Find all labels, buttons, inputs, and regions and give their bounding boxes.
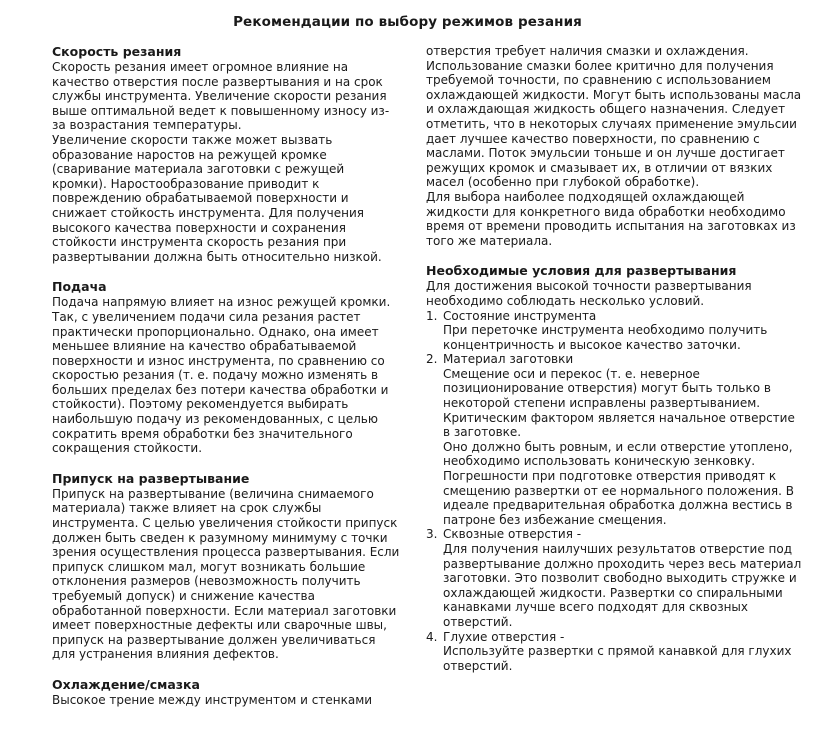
paragraph: отверстия требует наличия смазки и охлаждения. Использование смазки более критично для получения требуемой точности, по сравнению с использованием охлаждающей жидкости. Могут быть использованы масла и охлаждающая жидкость общего назначения. Следует отметить, что в некоторых случаях применение эмульсии дает лучшее качество поверхности, по сравнению с маслами. Поток эмульсии тоньше и он лучше достигает режущих кромок и смазывает их, в отличии от вязких масел (особенно при глубокой обработке). [426, 44, 802, 190]
list-item-body: Смещение оси и перекос (т. е. неверное позиционирование отверстия) могут быть только в некоторой степени исправлены развертыванием. Критическим фактором является начальное отверстие в заготовке. Оно должно быть ровным, и если отверстие утоплено, необходимо использовать коническую зенковку. Погрешности при подготовке отверстия приводят к смещению развертки от ее нормального положения. В идеале предварительная обработка должна вестись в патроне без избежание смещения. [443, 366, 795, 527]
section-heading: Подача [52, 279, 107, 295]
list-item-title: Материал заготовки [443, 352, 574, 367]
list-item-number: 4. [426, 629, 438, 644]
list-item-title: Сквозные отверстия - [443, 527, 582, 542]
paragraph: Скорость резания имеет огромное влияние на качество отверстия после развертывания и на срок службы инструмента. Увеличение скорости резания выше оптимальной ведет к повышенному износу из-за возрастания температуры. [52, 60, 390, 133]
left-column [14, 44, 400, 708]
section-heading: Припуск на развертывание [52, 470, 250, 486]
section-heading: Скорость резания [52, 44, 182, 59]
section-cooling-lubrication [52, 677, 400, 708]
section-reaming-allowance [52, 471, 400, 662]
list-item-body: Для получения наилучших результатов отверстие под развертывание должно проходить через весь материал заготовки. Это позволит свободно выходить стружке и охлаждающей жидкости. Развертки со спиральными канавками лучше всего подходят для сквозных отверстий. [443, 542, 802, 629]
list-item [426, 309, 802, 353]
list-item-number: 1. [426, 308, 438, 323]
paragraph: Припуск на развертывание (величина снимаемого материала) также влияет на срок службы инструмента. С целью увеличения стойкости припуск должен быть сведен к разумному минимуму с точки зрения осуществления процесса развертывания. Если припуск слишком мал, могут возникать большие отклонения размеров (невозможность получить требуемый допуск) и снижение качества обработанной поверхности. Если материал заготовки имеет поверхностные дефекты или сварочные швы, припуск на развертывание должен увеличиваться для устранения влияния дефектов. [52, 486, 400, 662]
section-heading: Необходимые условия для развертывания [426, 263, 737, 279]
conditions-list [426, 309, 802, 674]
list-item [426, 352, 802, 527]
paragraph: Увеличение скорости также может вызвать образование наростов на режущей кромке (сваривание материала заготовки с режущей кромки). Наростообразование приводит к повреждению обрабатываемой поверхности и снижает стойкость инструмента. Для получения высокого качества поверхности и сохранения стойкости инструмента скорость резания при развертывании должна быть относительно низкой. [52, 132, 382, 264]
list-item-body: Используйте развертки с прямой канавкой для глухих отверстий. [443, 644, 792, 673]
paragraph: Высокое трение между инструментом и стенками [52, 692, 373, 707]
paragraph: Для выбора наиболее подходящей охлаждающей жидкости для конкретного вида обработки необходимо время от времени проводить испытания на заготовках из того же материала. [426, 189, 796, 248]
list-item-number: 3. [426, 527, 438, 542]
paragraph: Для достижения высокой точности развертывания необходимо соблюдать несколько условий. [426, 279, 752, 308]
two-column-body [14, 44, 801, 708]
list-item-body: При переточке инструмента необходимо получить концентричность и высокое качество заточки. [443, 323, 768, 352]
list-item-title: Глухие отверстия - [443, 629, 565, 644]
right-column [422, 44, 802, 673]
list-item-title: Состояние инструмента [443, 308, 597, 323]
paragraph: Подача напрямую влияет на износ режущей кромки. Так, с увеличением подачи сила резания растет практически пропорционально. Однако, она имеет меньшее влияние на качество обрабатываемой поверхности и износ инструмента, по сравнению со скоростью резания (т. е. подачу можно изменять в больших пределах без потери качества обработки и стойкости). Поэтому рекомендуется выбирать наибольшую подачу из рекомендованных, с целью сократить время обработки без значительного сокращения стойкости. [52, 295, 391, 456]
section-heading: Охлаждение/смазка [52, 676, 200, 692]
section-reaming-conditions [426, 263, 802, 673]
list-item-number: 2. [426, 352, 438, 367]
list-item [426, 527, 802, 629]
list-item [426, 630, 802, 674]
section-cutting-speed [52, 44, 400, 264]
section-feed [52, 279, 400, 456]
page-title: Рекомендации по выбору режимов резания [233, 14, 582, 30]
